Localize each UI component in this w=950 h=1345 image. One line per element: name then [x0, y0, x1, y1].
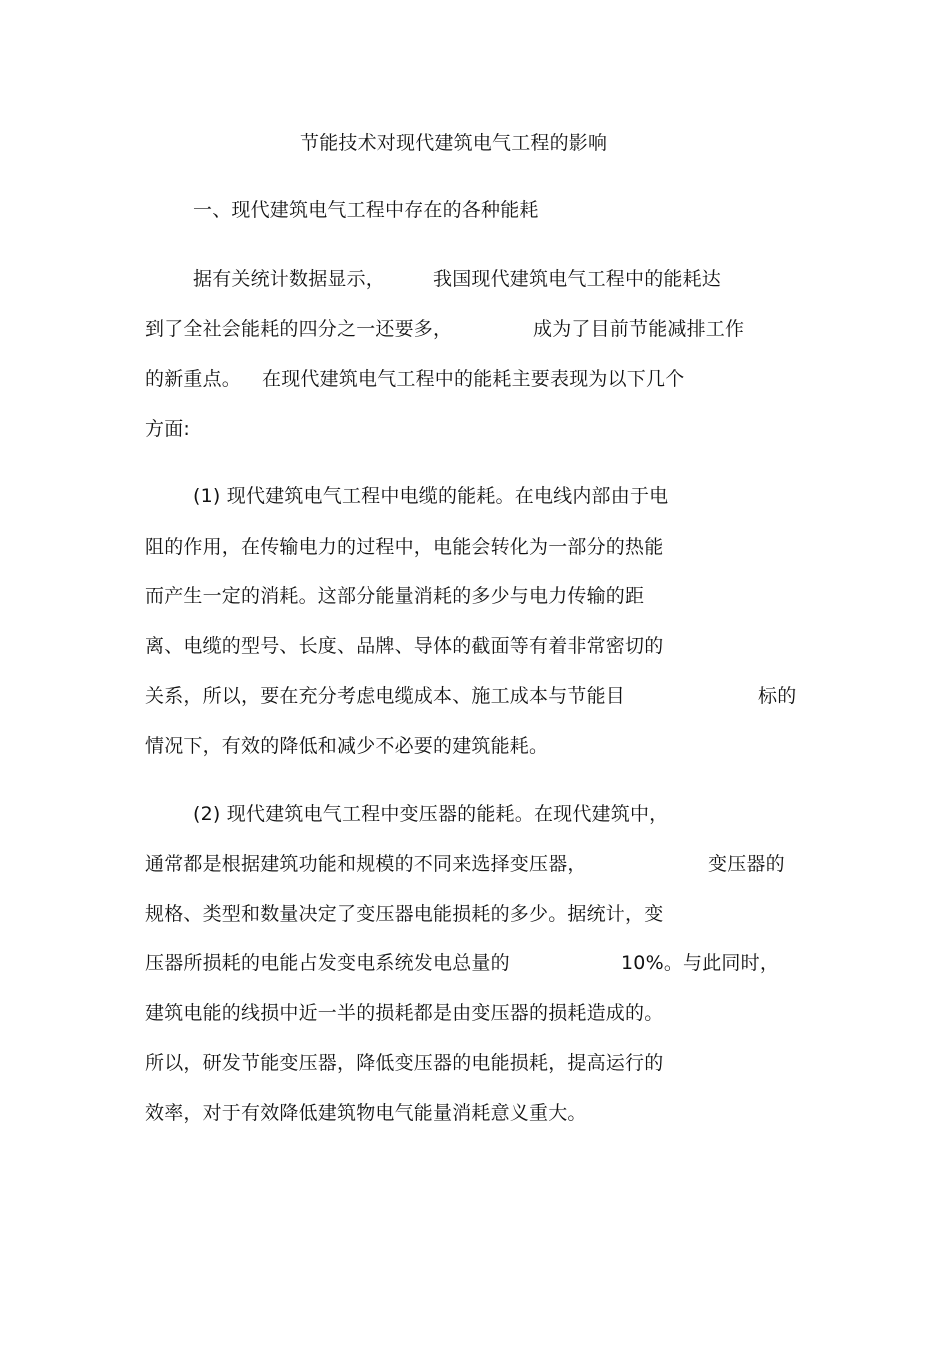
paragraph-line: 规格、类型和数量决定了变压器电能损耗的多少。据统计，变: [145, 903, 664, 925]
paragraph-line: 到了全社会能耗的四分之一还要多，: [145, 318, 453, 340]
paragraph-line: 据有关统计数据显示，: [193, 268, 386, 290]
paragraph-line: 标的: [758, 685, 797, 707]
paragraph-line: 变压器的: [708, 853, 785, 875]
paragraph-line: 压器所损耗的电能占发变电系统发电总量的: [145, 952, 510, 974]
paragraph-line: (2) 现代建筑电气工程中变压器的能耗。在现代建筑中，: [193, 803, 669, 825]
document-title: 节能技术对现代建筑电气工程的影响: [300, 132, 608, 154]
paragraph-line: 的新重点。: [145, 368, 242, 390]
paragraph-line: 10%。与此同时，: [621, 952, 780, 974]
paragraph-line: 成为了目前节能减排工作: [533, 318, 745, 340]
paragraph-line: 通常都是根据建筑功能和规模的不同来选择变压器，: [145, 853, 587, 875]
paragraph-line: (1) 现代建筑电气工程中电缆的能耗。在电线内部由于电: [193, 485, 669, 507]
paragraph-line: 所以，研发节能变压器，降低变压器的电能损耗，提高运行的: [145, 1052, 664, 1074]
paragraph-line: 建筑电能的线损中近一半的损耗都是由变压器的损耗造成的。: [145, 1002, 664, 1024]
paragraph-line: 离、电缆的型号、长度、品牌、导体的截面等有着非常密切的: [145, 635, 664, 657]
paragraph-line: 关系，所以，要在充分考虑电缆成本、施工成本与节能目: [145, 685, 626, 707]
paragraph-line: 我国现代建筑电气工程中的能耗达: [433, 268, 722, 290]
paragraph-line: 方面:: [145, 418, 191, 440]
paragraph-line: 在现代建筑电气工程中的能耗主要表现为以下几个: [262, 368, 685, 390]
paragraph-line: 阻的作用，在传输电力的过程中，电能会转化为一部分的热能: [145, 536, 664, 558]
paragraph-line: 情况下，有效的降低和减少不必要的建筑能耗。: [145, 735, 549, 757]
paragraph-line: 而产生一定的消耗。这部分能量消耗的多少与电力传输的距: [145, 585, 645, 607]
paragraph-line: 效率，对于有效降低建筑物电气能量消耗意义重大。: [145, 1102, 587, 1124]
section-heading: 一、现代建筑电气工程中存在的各种能耗: [193, 199, 539, 221]
